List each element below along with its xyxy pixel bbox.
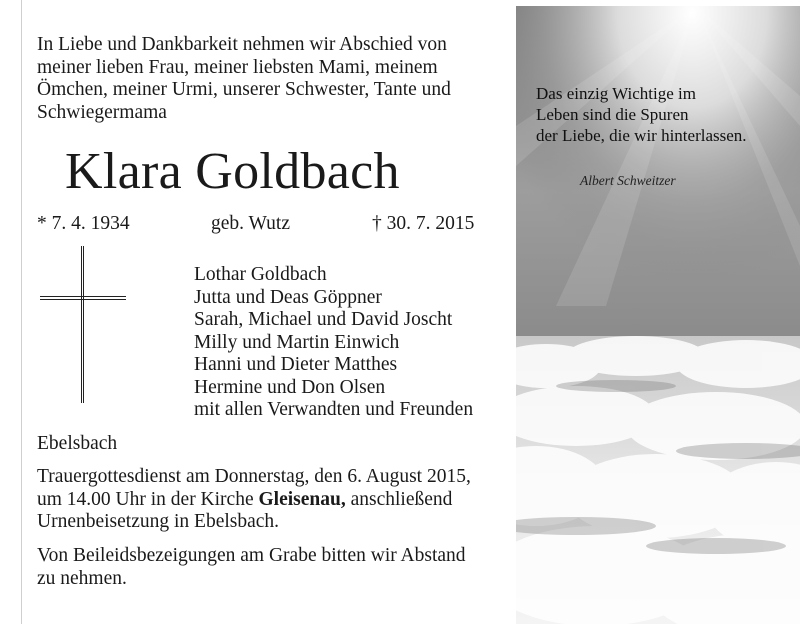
service-text: anschließend <box>345 488 453 510</box>
quote-text <box>536 83 747 146</box>
mourner-item: Hanni und Dieter Matthes <box>194 354 398 375</box>
note-line: zu nehmen. <box>37 567 127 589</box>
clouds-image <box>516 6 800 624</box>
place-name: Ebelsbach <box>37 433 118 454</box>
service-info <box>37 466 471 534</box>
mourner-item: Milly und Martin Einwich <box>194 331 400 353</box>
deceased-name: Klara Goldbach <box>65 143 400 200</box>
mourner-item: Jutta und Deas Göppner <box>194 286 382 308</box>
mourners-list <box>194 264 473 422</box>
death-date: † 30. 7. 2015 <box>372 213 475 234</box>
intro-line: Schwiegermama <box>37 101 167 123</box>
mourner-item: mit allen Verwandten und Freunden <box>194 399 474 420</box>
church-name: Gleisenau, <box>258 488 346 510</box>
quote-line: Das einzig Wichtige im <box>536 84 696 103</box>
intro-line: In Liebe und Dankbarkeit nehmen wir Abschied von <box>37 34 447 55</box>
intro-line: meiner lieben Frau, meiner liebsten Mami, meinem <box>37 56 438 78</box>
maiden-name: geb. Wutz <box>211 213 290 234</box>
service-line: Trauergottesdienst am Donnerstag, den 6. August 2015, <box>37 466 471 487</box>
service-line <box>37 489 471 512</box>
condolence-note <box>37 545 466 590</box>
quote-author: Albert Schweitzer <box>580 173 676 188</box>
quote-line: der Liebe, die wir hinterlassen. <box>536 126 747 145</box>
service-text: um 14.00 Uhr in der Kirche <box>37 488 259 510</box>
mourner-item: Lothar Goldbach <box>194 264 327 285</box>
notice-text-column <box>37 0 517 624</box>
birth-date: * 7. 4. 1934 <box>37 213 130 234</box>
note-line: Von Beileidsbezeigungen am Grabe bitten wir Abstand <box>37 545 466 566</box>
mourner-item: Sarah, Michael und David Joscht <box>194 309 453 330</box>
service-line: Urnenbeisetzung in Ebelsbach. <box>37 511 280 532</box>
mourner-item: Hermine und Don Olsen <box>194 376 386 398</box>
cross-icon <box>40 246 126 403</box>
quote-line: Leben sind die Spuren <box>536 105 689 124</box>
intro-line: Ömchen, meiner Urmi, unserer Schwester, Tante und <box>37 79 451 100</box>
intro-text <box>37 34 507 124</box>
